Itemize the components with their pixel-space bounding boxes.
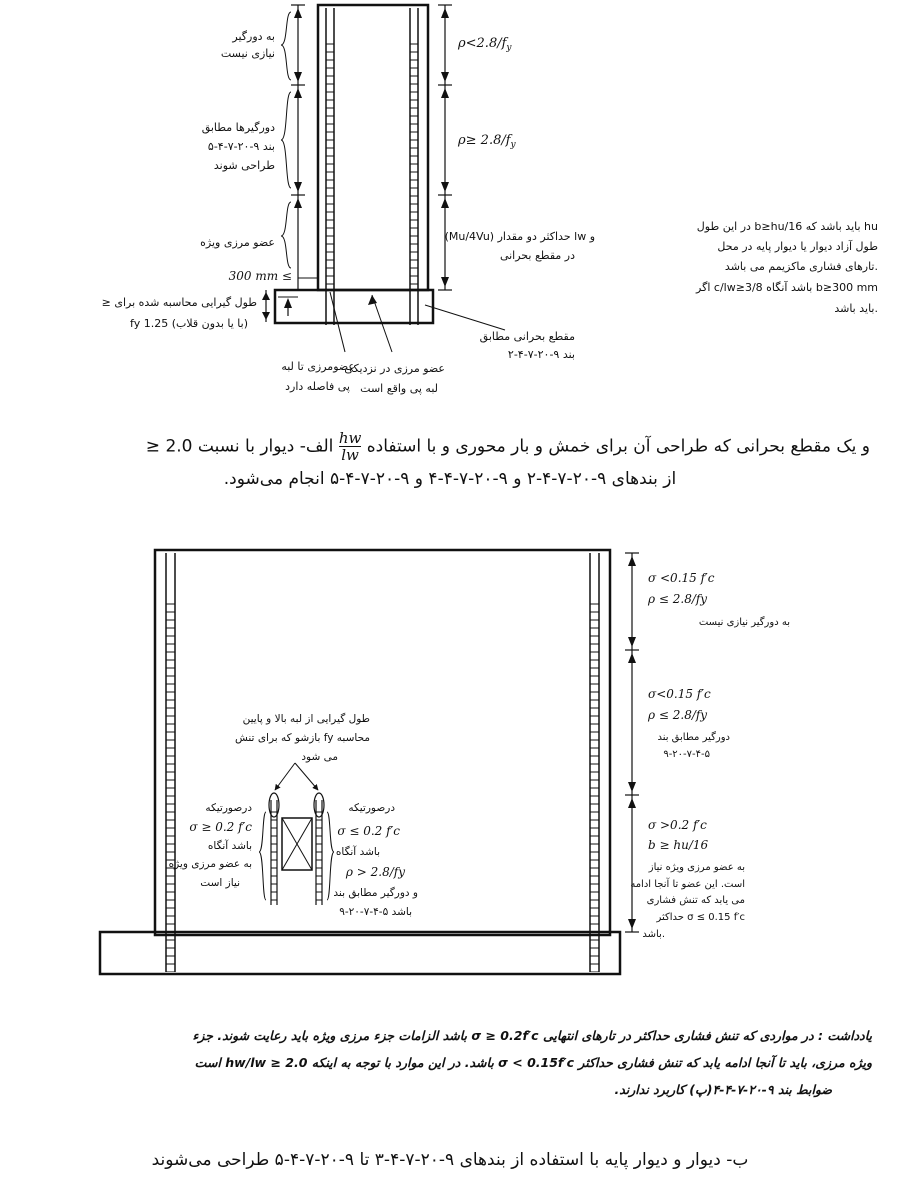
svg-text:σ >0.2 f′c: σ >0.2 f′c [648,818,707,832]
svg-text:باشد آنگاه: باشد آنگاه [335,846,380,858]
svg-text:مقطع بحرانی مطابق: مقطع بحرانی مطابق [479,330,575,343]
svg-text:b ≥ hu/16: b ≥ hu/16 [648,838,709,852]
figure-b [100,550,790,974]
svg-text:300 mm ≤: 300 mm ≤ [228,269,292,283]
boundary-reinforcement-b-left [166,553,175,972]
svg-text:بند ۹-۲۰-۷-۴-۲: بند ۹-۲۰-۷-۴-۲ [507,348,575,361]
svg-text:به دورگیر: به دورگیر [232,30,275,43]
brace-no-ties [281,12,291,80]
svg-text:به عضو مرزی ویژه نیاز: به عضو مرزی ویژه نیاز [648,862,745,873]
foundation-b [100,932,620,974]
caption-a-line1: و یک مقطع بحرانی که طراحی آن برای خمش و بار محوری و با استفاده $\frac{hw}{lw}$ الف- دیوار با نسبت 2.0 ≤ [145,429,870,464]
far-right-note [695,220,878,315]
boundary-reinforcement-b-right [590,553,599,972]
svg-text:طول گیرایی از لبه بالا و پایین: طول گیرایی از لبه بالا و پایین [242,713,370,725]
caption-a [30,430,870,495]
opening-reinforcement [269,793,324,905]
leader-critical [425,305,505,330]
svg-text:است. این عضو تا آنجا ادامه: است. این عضو تا آنجا ادامه [630,879,745,890]
svg-text:به دورگیر نیازی نیست: به دورگیر نیازی نیست [698,617,790,628]
note-line2: ویژه مرزی، باید تا آنجا ادامه یابد که تنش فشاری حداکثر σ < 0.15f′c باشد. در این موارد با توجه به اینکه 2.0 ≤ hw/lw است [194,1055,872,1070]
right-dimension-line-b [625,553,639,932]
svg-text:حداکثر σ ≤ 0.15 f′c: حداکثر σ ≤ 0.15 f′c [656,912,745,923]
svg-text:عضومرزی تا لبه: عضومرزی تا لبه [281,360,355,373]
development-note [235,712,370,763]
boundary-reinforcement-left [326,8,334,325]
bottom-labels-a [281,330,575,395]
svg-text:تارهای فشاری ماکزیمم می باشد.: تارهای فشاری ماکزیمم می باشد. [724,260,878,273]
svg-text:ρ ≤ 2.8/fy: ρ ≤ 2.8/fy [648,708,708,722]
svg-text:درصورتیکه: درصورتیکه [205,802,252,814]
svg-text:لبه پی واقع است: لبه پی واقع است [360,382,438,395]
left-labels-a [102,30,292,330]
svg-text:نیازی نیست: نیازی نیست [220,47,275,60]
svg-text:باید باشد.: باید باشد. [834,302,878,315]
svg-text:ρ ≤ 2.8/fy: ρ ≤ 2.8/fy [648,592,708,606]
right-dimension-line [438,5,452,290]
note-block [22,1022,872,1103]
rho-top-label: $\rho<2.8/f_y$ [458,36,512,53]
svg-text:می شود: می شود [301,751,338,763]
note-line1: یادداشت : در مواردی که تنش فشاری حداکثر در تارهای انتهایی σ ≥ 0.2f′c باشد الزامات جزء مرزی ویژه باید رعایت شوند. جزء [192,1028,872,1043]
svg-text:می یابد که تنش فشاری: می یابد که تنش فشاری [646,895,745,906]
svg-text:fy 1.25 (با یا بدون قلاب): fy 1.25 (با یا بدون قلاب) [130,317,248,330]
svg-text:σ ≥ 0.2 f′c: σ ≥ 0.2 f′c [189,820,252,834]
boundary-reinforcement-right [410,8,418,325]
svg-text:اگر c/lw≥3/8 باشد آنگاه b≥300: اگر c/lw≥3/8 باشد آنگاه b≥300 mm [696,281,878,294]
svg-text:طول آزاد دیوار یا دیوار پایه د: طول آزاد دیوار یا دیوار پایه در محل [717,240,878,253]
svg-text:باشد آنگاه: باشد آنگاه [207,840,252,852]
max-value-label-2: در مقطع بحرانی [499,249,575,262]
svg-text:در این طول b≥hu/16 باید باشد ک: در این طول b≥hu/16 باید باشد که hu [696,220,878,233]
svg-text:نیاز است: نیاز است [200,877,240,889]
zone2-labels [647,687,730,760]
svg-text:عضو مرزی ویژه: عضو مرزی ویژه [200,236,275,249]
left-case-note [169,802,253,889]
svg-text:ρ > 2.8/fy: ρ > 2.8/fy [345,865,405,879]
caption-fraction: $\frac{hw}{lw}$ [338,429,362,464]
figure-a [102,5,879,395]
svg-text:پی فاصله دارد: پی فاصله دارد [285,380,350,393]
caption-b: ب- دیوار و دیوار پایه با استفاده از بندهای ۹-۲۰-۷-۴-۳ تا ۹-۲۰-۷-۴-۵ طراحی می‌شوند [151,1150,749,1170]
svg-text:درصورتیکه: درصورتیکه [348,802,395,814]
svg-text:σ ≤ 0.2 f′c: σ ≤ 0.2 f′c [337,824,400,838]
svg-text:طراحی شوند: طراحی شوند [213,159,275,172]
zone1-labels [647,571,790,628]
svg-text:بند ۹-۲۰-۷-۴-۵: بند ۹-۲۰-۷-۴-۵ [207,140,275,153]
zone3-labels [630,818,745,940]
svg-text:بازشو که برای تنش fy محاسبه: بازشو که برای تنش fy محاسبه [235,732,370,744]
svg-text:و دورگیر مطابق بند: و دورگیر مطابق بند [333,887,418,899]
max-value-label: (Mu/4Vu) حداکثر دو مقدار lw و [444,230,595,243]
brace-boundary [281,202,291,268]
svg-text:باشد.: باشد. [642,929,665,940]
svg-text:عضو مرزی در نزدیکی: عضو مرزی در نزدیکی [344,362,445,375]
svg-text:۹-۲۰-۷-۴-۵: ۹-۲۰-۷-۴-۵ [663,749,710,760]
rho-mid-label: $\rho\ge 2.8/f_y$ [458,133,516,150]
caption-a-line2: از بندهای ۹-۲۰-۷-۴-۲ و ۹-۲۰-۷-۴-۴ و ۹-۲۰-۷-۴-۵ انجام می‌شود. [223,469,677,489]
note-line3: ضوابط بند ۹-۲۰-۷-۴-۴(پ) کاربرد ندارند. [614,1082,832,1097]
right-case-note [333,802,418,918]
svg-text:دورگیر مطابق بند: دورگیر مطابق بند [657,732,730,743]
svg-text:به عضو مرزی ویژه: به عضو مرزی ویژه [168,858,252,870]
svg-text:≥ طول گیرایی محاسبه شده برای: ≥ طول گیرایی محاسبه شده برای [101,296,257,309]
svg-text:دورگیرها مطابق: دورگیرها مطابق [201,121,275,134]
svg-text:σ<0.15 f′c: σ<0.15 f′c [648,687,711,701]
brace-ties [281,92,291,188]
svg-text:۹-۲۰-۷-۴-۵ باشد: ۹-۲۰-۷-۴-۵ باشد [339,906,412,918]
svg-text:σ <0.15 f′c: σ <0.15 f′c [648,571,715,585]
